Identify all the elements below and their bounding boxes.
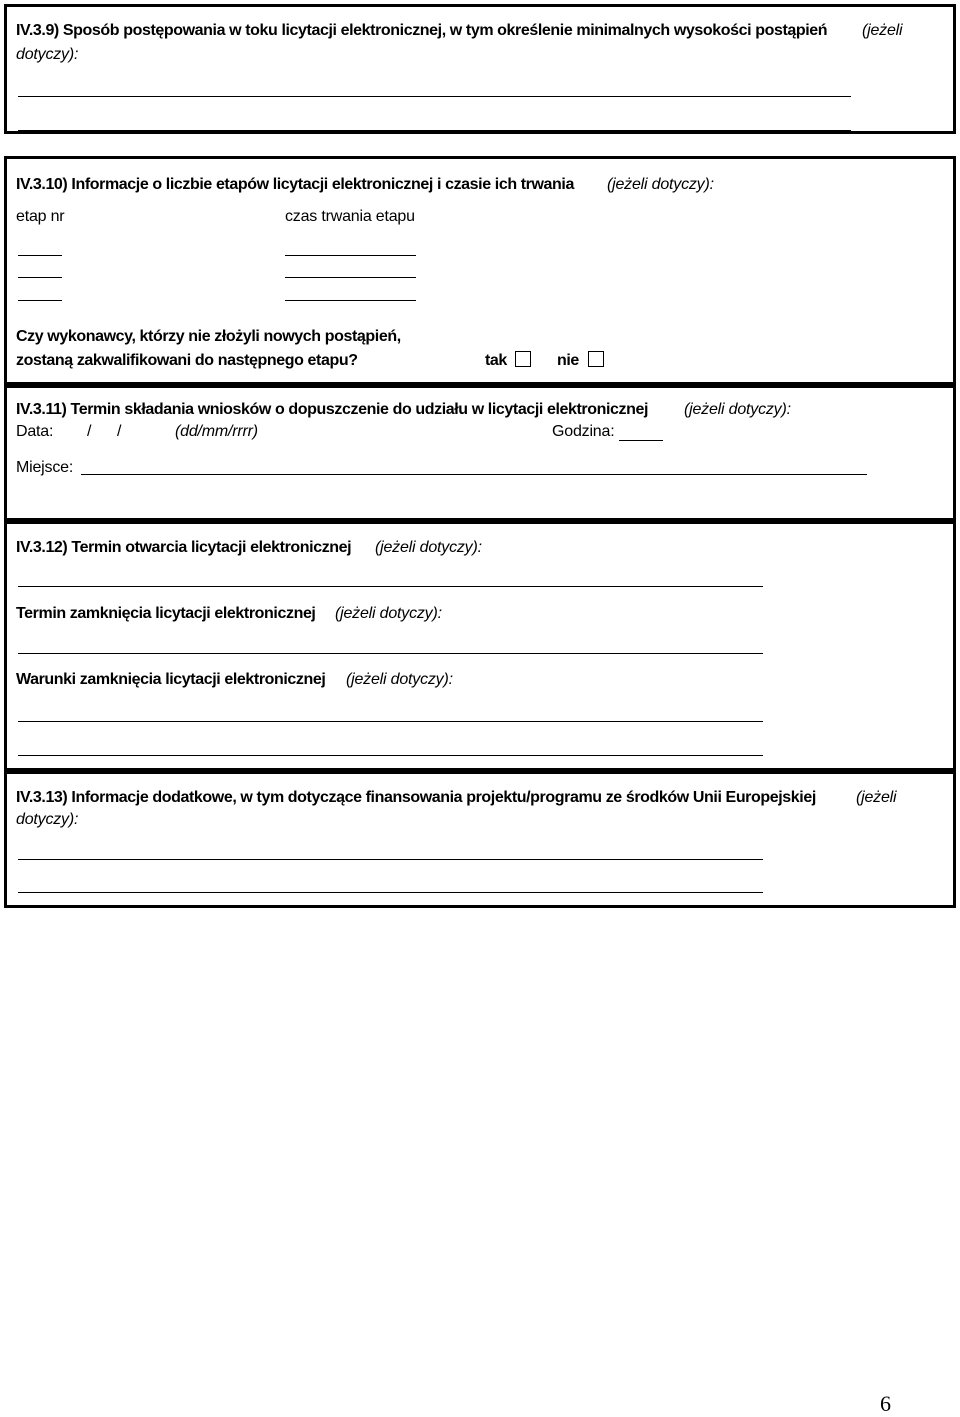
answer-line[interactable] xyxy=(18,130,851,131)
stage-number-field[interactable] xyxy=(18,255,62,256)
closing-conditions-heading: Warunki zamknięcia licytacji elektronicznej xyxy=(16,671,326,688)
section-iv-3-10 xyxy=(4,156,956,385)
section-iv-3-9 xyxy=(4,4,956,134)
stage-number-field[interactable] xyxy=(18,277,62,278)
date-format-hint: (dd/mm/rrrr) xyxy=(175,423,258,440)
place-field[interactable] xyxy=(81,474,867,475)
closing-date-field[interactable] xyxy=(18,653,763,654)
section-qualifier-cont: dotyczy): xyxy=(16,46,79,63)
answer-line[interactable] xyxy=(18,859,763,860)
section-heading: IV.3.10) Informacje o liczbie etapów licytacji elektronicznej i czasie ich trwania xyxy=(16,176,574,193)
time-label: Godzina: xyxy=(552,423,615,440)
page-number: 6 xyxy=(880,1391,891,1416)
answer-line[interactable] xyxy=(18,96,851,97)
date-separator: / xyxy=(117,423,122,440)
date-separator: / xyxy=(87,423,92,440)
section-qualifier: (jeżeli dotyczy): xyxy=(375,539,482,556)
column-stage-label: etap nr xyxy=(16,208,65,225)
option-yes-label: tak xyxy=(485,352,507,369)
time-field[interactable] xyxy=(619,440,663,441)
stage-duration-field[interactable] xyxy=(285,255,416,256)
section-heading: IV.3.12) Termin otwarcia licytacji elektronicznej xyxy=(16,539,352,556)
question-line-2: zostaną zakwalifikowani do następnego etapu? xyxy=(16,352,358,369)
stage-number-field[interactable] xyxy=(18,300,62,301)
stage-duration-field[interactable] xyxy=(285,300,416,301)
section-iv-3-13 xyxy=(4,771,956,908)
closing-conditions-field[interactable] xyxy=(18,721,763,722)
closing-conditions-field[interactable] xyxy=(18,755,763,756)
place-label: Miejsce: xyxy=(16,459,74,476)
closing-date-heading: Termin zamknięcia licytacji elektronicznej xyxy=(16,605,316,622)
question-line-1: Czy wykonawcy, którzy nie złożyli nowych postąpień, xyxy=(16,328,401,345)
section-qualifier: (jeżeli dotyczy): xyxy=(684,401,791,418)
closing-conditions-qualifier: (jeżeli dotyczy): xyxy=(346,671,453,688)
section-qualifier: (jeżeli dotyczy): xyxy=(607,176,714,193)
section-iv-3-11 xyxy=(4,385,956,521)
section-qualifier-cont: dotyczy): xyxy=(16,811,79,828)
option-no-label: nie xyxy=(557,352,579,369)
option-yes-checkbox[interactable] xyxy=(515,351,531,367)
section-heading: IV.3.11) Termin składania wniosków o dopuszczenie do udziału w licytacji elektronicznej xyxy=(16,401,649,418)
date-label: Data: xyxy=(16,423,54,440)
option-no-checkbox[interactable] xyxy=(588,351,604,367)
opening-date-field[interactable] xyxy=(18,586,763,587)
section-heading: IV.3.9) Sposób postępowania w toku licytacji elektronicznej, w tym określenie minimalnych wysokości postąpień xyxy=(16,22,828,39)
answer-line[interactable] xyxy=(18,892,763,893)
column-duration-label: czas trwania etapu xyxy=(285,208,415,225)
stage-duration-field[interactable] xyxy=(285,277,416,278)
section-iv-3-12 xyxy=(4,521,956,771)
section-qualifier: (jeżeli xyxy=(856,789,897,806)
closing-date-qualifier: (jeżeli dotyczy): xyxy=(335,605,442,622)
section-heading: IV.3.13) Informacje dodatkowe, w tym dotyczące finansowania projektu/programu ze środków Unii Europejskiej xyxy=(16,789,816,806)
section-qualifier: (jeżeli xyxy=(862,22,903,39)
